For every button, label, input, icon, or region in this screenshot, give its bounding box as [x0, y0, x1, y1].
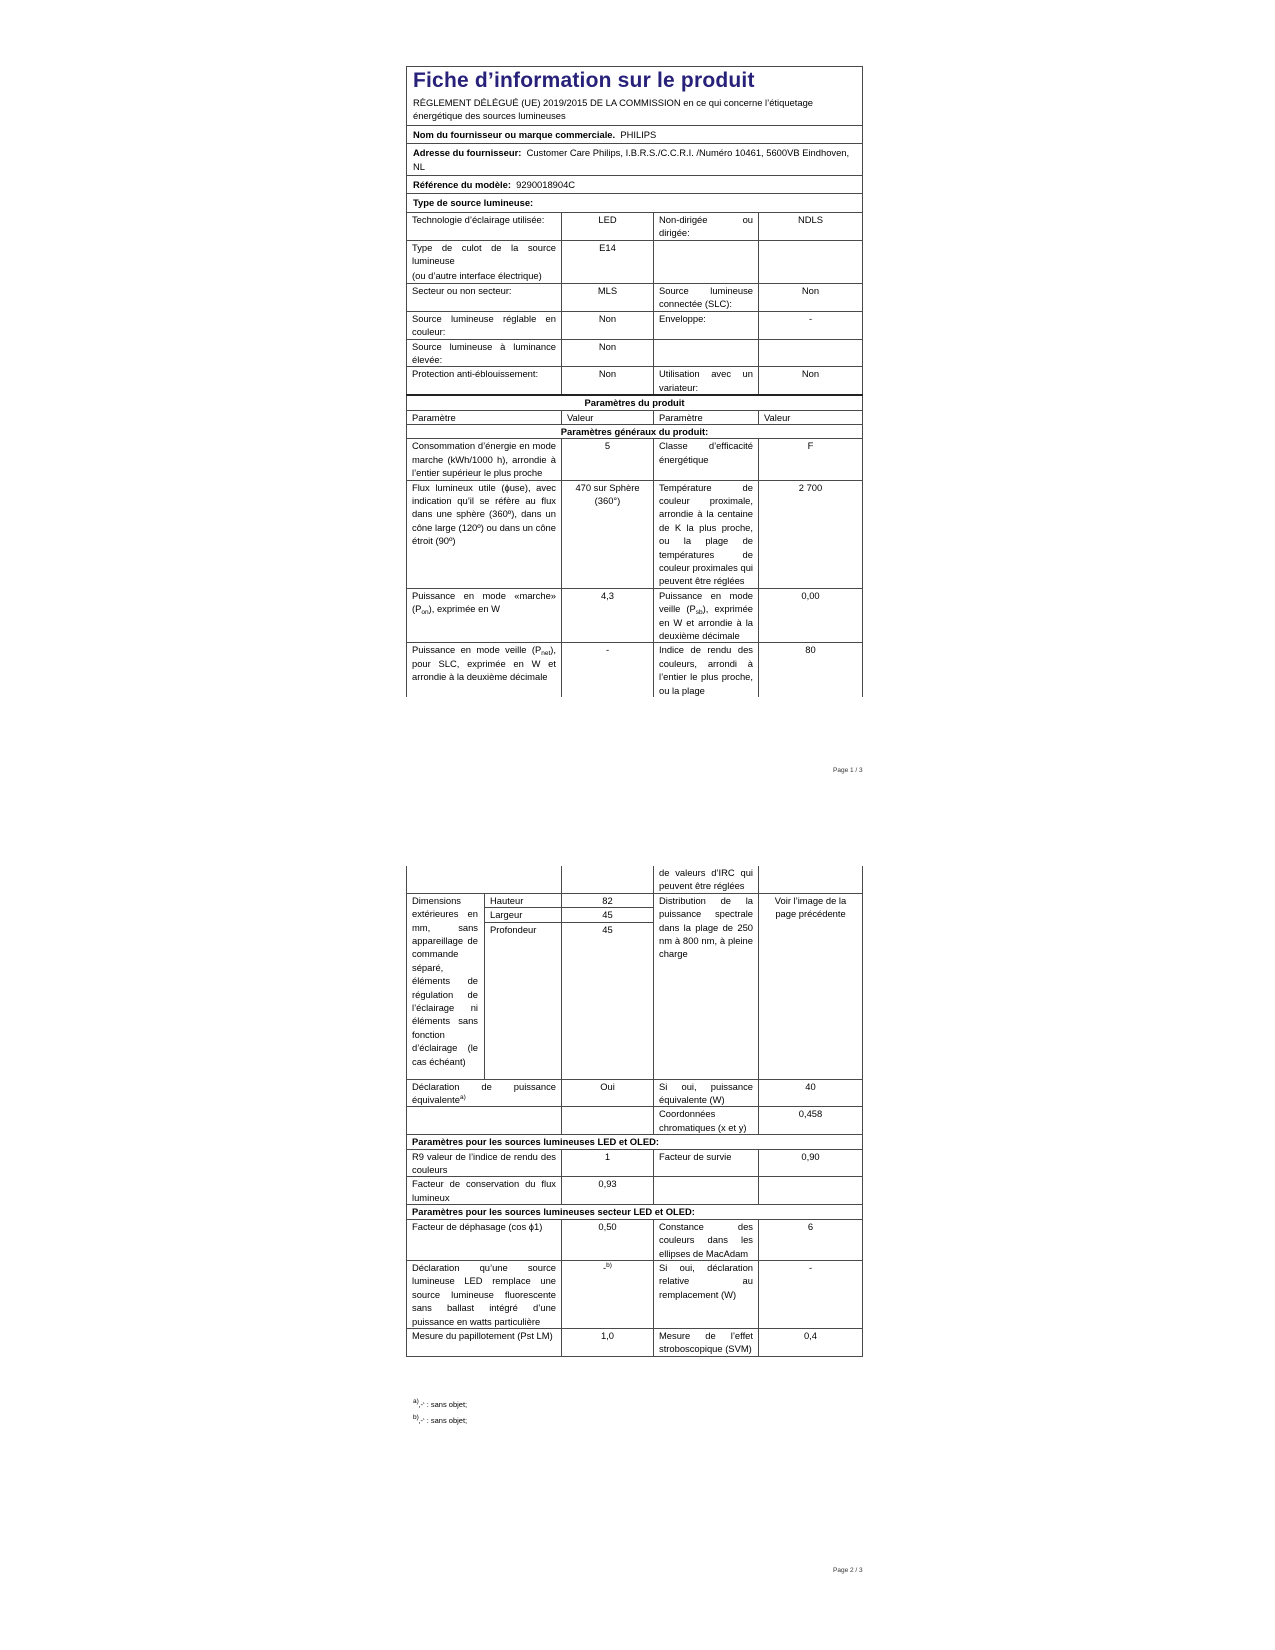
param-label: Source lumineuse connectée (SLC):	[654, 283, 759, 311]
table-row	[407, 1328, 863, 1356]
model-value: 9290018904C	[516, 179, 576, 191]
product-info-table-page-1	[406, 66, 863, 697]
param-label: Coordonnées chromatiques (x et y)	[654, 1107, 759, 1135]
dimension-value: 45	[562, 908, 654, 922]
param-label-line: Type de culot de la source lumineuse	[412, 241, 556, 267]
param-label	[407, 643, 562, 697]
label-part: Puissance en mode veille (P	[659, 589, 753, 615]
param-label: Distribution de la puissance spectrale dans la plage de 250 nm à 800 nm, à pleine charge	[654, 893, 759, 1079]
param-label: Facteur de survie	[654, 1149, 759, 1177]
dimension-value: 82	[562, 893, 654, 907]
table-row	[407, 1260, 863, 1328]
label-part: Déclaration de puissance équivalente	[412, 1080, 556, 1106]
table-row	[407, 893, 863, 907]
supplier-name-value: PHILIPS	[620, 128, 657, 140]
page-1	[406, 66, 862, 697]
param-value: NDLS	[759, 212, 863, 240]
param-value: Oui	[562, 1079, 654, 1107]
mains-params-heading: Paramètres pour les sources lumineuses secteur LED et OLED:	[407, 1205, 863, 1219]
param-value: -	[759, 1260, 863, 1328]
param-label: Non-dirigée ou dirigée:	[654, 212, 759, 240]
label-part: Puissance en mode «marche» (P	[412, 589, 556, 615]
empty-cell	[407, 866, 562, 893]
footnote-b	[413, 1416, 467, 1426]
label-part: ), pour SLC, exprimée en W et arrondie à la deuxième décimale	[412, 644, 556, 683]
dimensions-label: Dimensions extérieures en mm, sans appareillage de commande séparé, éléments de régulation de l’éclairage ni éléments sans fonction d’éclairage (le cas échéant)	[407, 893, 485, 1079]
table-row	[407, 311, 863, 339]
param-value: 0,458	[759, 1107, 863, 1135]
param-value	[562, 1260, 654, 1328]
param-value: Voir l’image de la page précédente	[759, 893, 863, 1079]
table-row	[407, 1079, 863, 1107]
param-value: 0,90	[759, 1149, 863, 1177]
param-value: LED	[562, 212, 654, 240]
param-label: Déclaration qu’une source lumineuse LED remplace une source lumineuse fluorescente sans ballast intégré d’une puissance en watts particulière	[407, 1260, 562, 1328]
supplier-address-row	[407, 144, 863, 176]
page-number-1: Page 1 / 3	[833, 767, 863, 774]
param-label: Indice de rendu des couleurs, arrondi à l’entier le plus proche, ou la plage	[654, 643, 759, 697]
page-2	[406, 866, 862, 1357]
table-row	[407, 1219, 863, 1260]
param-value: 0,00	[759, 588, 863, 643]
column-header: Valeur	[759, 410, 863, 424]
label-part: Puissance en mode veille (P	[412, 644, 542, 656]
label-part: ), exprimée en W et arrondie à la deuxième décimale	[659, 603, 754, 642]
param-value: 1	[562, 1149, 654, 1177]
param-label: de valeurs d’IRC qui peuvent être réglées	[654, 866, 759, 893]
param-value: Non	[562, 339, 654, 367]
footnote-a	[413, 1400, 467, 1410]
param-value: -	[759, 311, 863, 339]
empty-cell	[759, 866, 863, 893]
dimension-name: Hauteur	[485, 893, 562, 907]
column-header: Paramètre	[654, 410, 759, 424]
param-label: Classe d’efficacité énergétique	[654, 439, 759, 480]
supplier-address-value: Customer Care Philips, I.B.R.S./C.C.R.I. /Numéro 10461, 5600VB Eindhoven, NL	[413, 147, 850, 172]
table-row	[407, 339, 863, 367]
param-value: 80	[759, 643, 863, 697]
led-params-heading: Paramètres pour les sources lumineuses LED et OLED:	[407, 1135, 863, 1149]
param-label: Si oui, puissance équivalente (W)	[654, 1079, 759, 1107]
label-subscript: on	[421, 609, 429, 617]
footnote-ref: b)	[606, 1261, 612, 1269]
param-value: F	[759, 439, 863, 480]
value-part: -	[603, 1261, 607, 1273]
param-label	[407, 1079, 562, 1107]
param-value: Non	[759, 367, 863, 395]
param-value: 0,93	[562, 1177, 654, 1205]
param-label: Facteur de conservation du flux lumineux	[407, 1177, 562, 1205]
param-label: Mesure de l’effet stroboscopique (SVM)	[654, 1328, 759, 1356]
empty-cell	[562, 866, 654, 893]
table-row	[407, 1177, 863, 1205]
supplier-address-label: Adresse du fournisseur:	[413, 147, 522, 159]
param-value	[759, 240, 863, 283]
param-label: Source lumineuse à luminance élevée:	[407, 339, 562, 367]
model-label: Référence du modèle:	[413, 179, 511, 191]
footnote-text: ‚-‘ : sans objet;	[418, 1400, 468, 1409]
dimension-name: Largeur	[485, 908, 562, 922]
param-value: 0,50	[562, 1219, 654, 1260]
param-label-line: (ou d’autre interface électrique)	[412, 270, 542, 282]
page-number-2: Page 2 / 3	[833, 1567, 863, 1574]
table-row	[407, 439, 863, 480]
footnote-text: ‚-‘ : sans objet;	[418, 1416, 468, 1425]
param-label	[654, 339, 759, 367]
param-label: Technologie d’éclairage utilisée:	[407, 212, 562, 240]
label-subscript: sb	[695, 609, 703, 617]
footnote-mark: b)	[413, 1414, 419, 1421]
param-value: E14	[562, 240, 654, 283]
footnote-ref: a)	[459, 1094, 466, 1102]
param-label	[654, 240, 759, 283]
param-label: Protection anti-éblouissement:	[407, 367, 562, 395]
param-value: Non	[759, 283, 863, 311]
param-value: Non	[562, 311, 654, 339]
param-label: Température de couleur proximale, arrondie à la centaine de K la plus proche, ou la plage de températures de couleur proximales qui peuvent être réglées	[654, 480, 759, 588]
table-row	[407, 1149, 863, 1177]
param-label: Constance des couleurs dans les ellipses de MacAdam	[654, 1219, 759, 1260]
param-label: Utilisation avec un variateur:	[654, 367, 759, 395]
supplier-name-row	[407, 125, 863, 143]
table-row	[407, 240, 863, 283]
param-label: Mesure du papillotement (Pst LM)	[407, 1328, 562, 1356]
column-header: Paramètre	[407, 410, 562, 424]
regulation-text: RÈGLEMENT DÉLÉGUÉ (UE) 2019/2015 DE LA COMMISSION en ce qui concerne l’étiquetage énergétique des sources lumineuses	[413, 97, 814, 122]
table-row	[407, 866, 863, 893]
param-label: Source lumineuse réglable en couleur:	[407, 311, 562, 339]
param-value: 4,3	[562, 588, 654, 643]
param-value: 0,4	[759, 1328, 863, 1356]
table-row	[407, 283, 863, 311]
label-subscript: net	[541, 650, 551, 658]
param-label	[407, 588, 562, 643]
param-value: 470 sur Sphère (360°)	[562, 480, 654, 588]
dimension-value: 45	[562, 922, 654, 1079]
param-label: Consommation d’énergie en mode marche (kWh/1000 h), arrondie à l’entier supérieur le plus proche	[407, 439, 562, 480]
param-value: 2 700	[759, 480, 863, 588]
column-header-row	[407, 410, 863, 424]
product-info-table-page-2	[406, 866, 863, 1357]
table-row	[407, 643, 863, 697]
model-row	[407, 176, 863, 194]
page-title: Fiche d’information sur le produit	[413, 69, 755, 92]
param-value	[759, 339, 863, 367]
param-value: MLS	[562, 283, 654, 311]
param-label	[407, 240, 562, 283]
param-value: 5	[562, 439, 654, 480]
table-row	[407, 588, 863, 643]
source-type-heading: Type de source lumineuse:	[407, 194, 863, 212]
param-value: 40	[759, 1079, 863, 1107]
empty-cell	[562, 1107, 654, 1135]
param-value: -	[562, 643, 654, 697]
param-label: Secteur ou non secteur:	[407, 283, 562, 311]
general-params-heading: Paramètres généraux du produit:	[407, 424, 863, 438]
param-label: Si oui, déclaration relative au remplacement (W)	[654, 1260, 759, 1328]
product-params-heading: Paramètres du produit	[407, 395, 863, 410]
param-value	[759, 1177, 863, 1205]
param-value: 6	[759, 1219, 863, 1260]
footnote-mark: a)	[413, 1398, 419, 1405]
param-value: Non	[562, 367, 654, 395]
label-part: ), exprimée en W	[428, 603, 500, 615]
table-row	[407, 1107, 863, 1135]
header-cell	[407, 67, 863, 126]
param-label: Enveloppe:	[654, 311, 759, 339]
param-label: Flux lumineux utile (ϕuse), avec indication qu’il se réfère au flux dans une sphère (360º), dans un cône large (120º) ou dans un cône étroit (90º)	[407, 480, 562, 588]
supplier-name-label: Nom du fournisseur ou marque commerciale.	[413, 128, 616, 140]
column-header: Valeur	[562, 410, 654, 424]
param-label	[654, 1177, 759, 1205]
table-row	[407, 212, 863, 240]
table-row	[407, 367, 863, 395]
param-label	[654, 588, 759, 643]
param-value: 1,0	[562, 1328, 654, 1356]
table-row	[407, 480, 863, 588]
param-label: R9 valeur de l’indice de rendu des couleurs	[407, 1149, 562, 1177]
param-label: Facteur de déphasage (cos ϕ1)	[407, 1219, 562, 1260]
dimension-name: Profondeur	[485, 922, 562, 1079]
empty-cell	[407, 1107, 562, 1135]
